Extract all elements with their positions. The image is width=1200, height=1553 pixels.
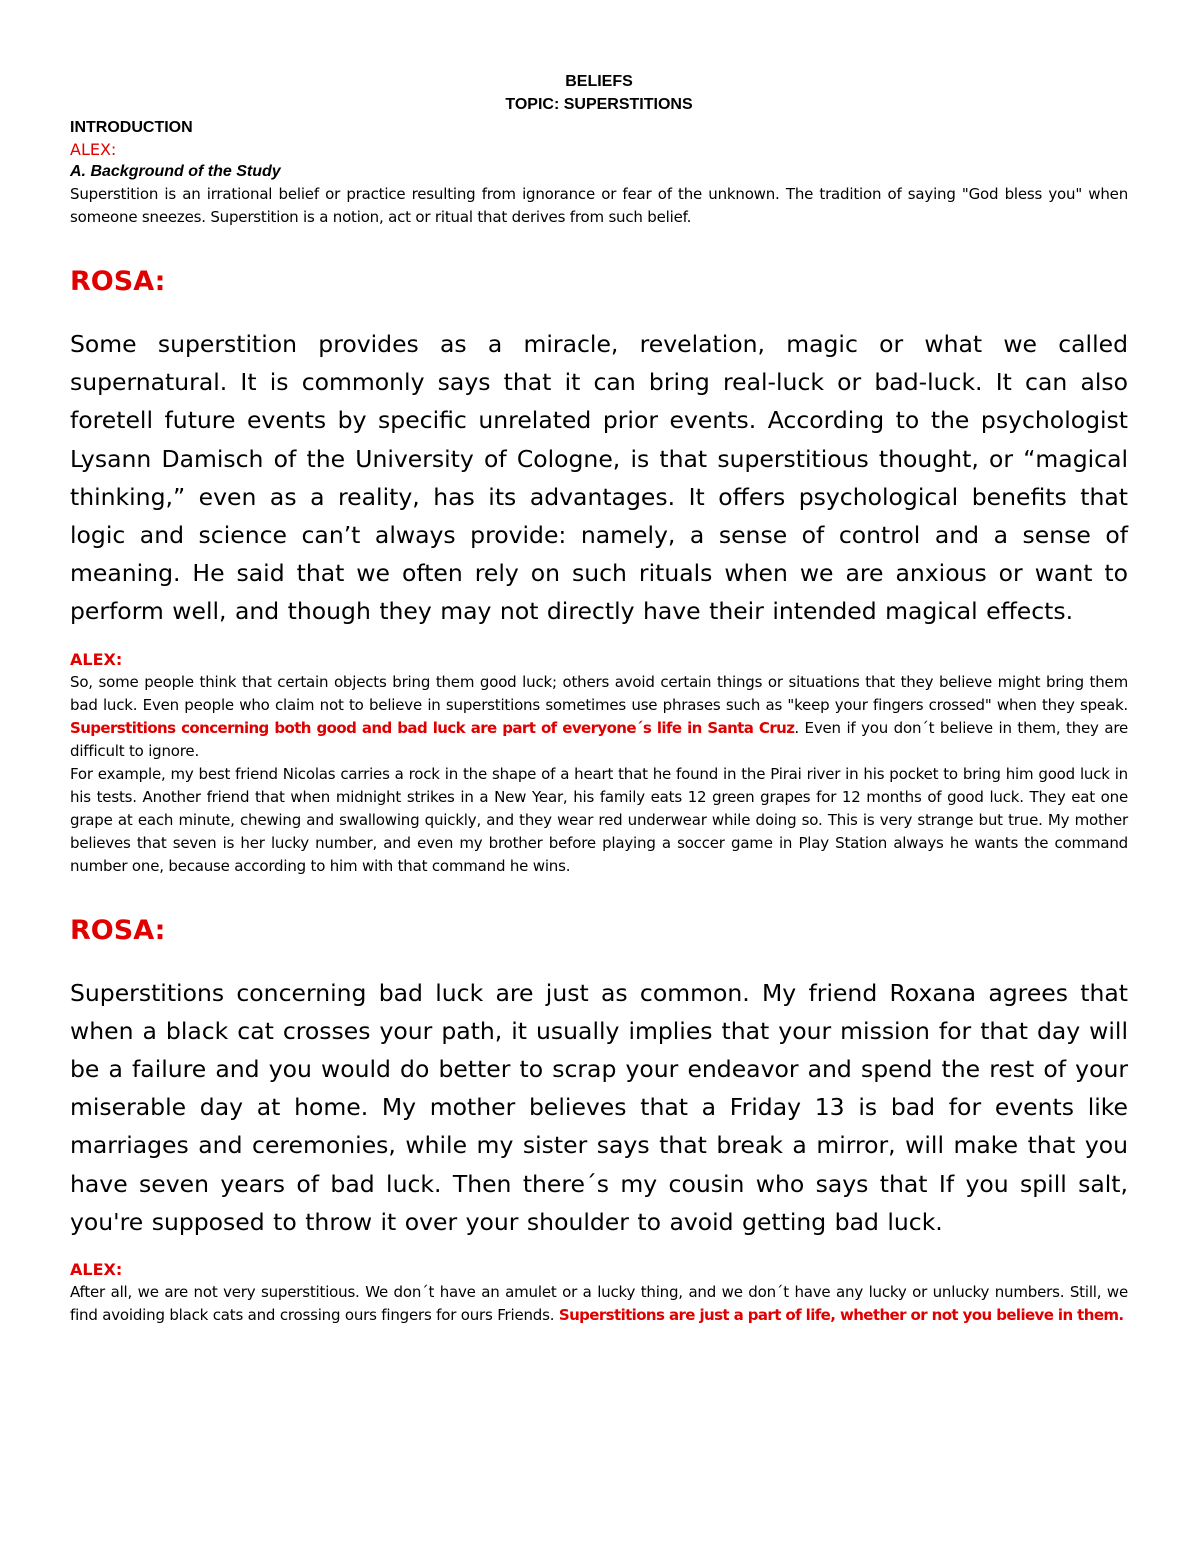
document-title: BELIEFS [565, 73, 633, 90]
speaker-label-alex: ALEX: [70, 140, 117, 159]
paragraph-text: So, some people think that certain objects bring them good luck; others avoid certain things or situations that they believe might bring them bad luck. Even people who claim not to believe in superstitions sometimes use phrases such as "keep your fingers crossed" when they speak. [70, 672, 1128, 714]
paragraph-text: After all, we are not very superstitious. We don´t have an amulet or a lucky thing, and we don´t have any lucky or unlucky numbers. Still, we find avoiding black cats and crossing ours fingers for ours Friends. [70, 1283, 1128, 1325]
rosa-paragraph-1: Some superstition provides as a miracle, revelation, magic or what we called supernatural. It is commonly says that it can bring real-luck or bad-luck. It can also foretell future events by specific unrelated prior events. According to the psychologist Lysann Damisch of the University of Cologne, is that superstitious thought, or “magical thinking,” even as a reality, has its advantages. It offers psychological benefits that logic and science can’t always provide: namely, a sense of control and a sense of meaning. He said that we often rely on such rituals when we are anxious or want to perform well, and though they may not directly have their intended magical effects. [70, 330, 1128, 626]
intro-paragraph: Superstition is an irrational belief or practice resulting from ignorance or fear of the unknown. The tradition of saying "God bless you" when someone sneezes. Superstition is a notion, act or ritual that derives from such belief. [70, 185, 1128, 226]
example-paragraph: For example, my best friend Nicolas carries a rock in the shape of a heart that he found in the Pirai river in his pocket to bring him good luck in his tests. Another friend that when midnight strikes in a New Year, his family eats 12 green grapes for 12 months of good luck. They eat one grape at each minute, chewing and swallowing quickly, and they wear red underwear while doing so. This is very strange but true. My mother believes that seven is her lucky number, and even my brother before playing a soccer game in Play Station always he wants the command number one, because according to him with that command he wins. [70, 764, 1128, 875]
speaker-label-rosa: ROSA: [70, 914, 166, 946]
rosa-paragraph-2: Superstitions concerning bad luck are just as common. My friend Roxana agrees that when a black cat crosses your path, it usually implies that your mission for that day will be a failure and you would do better to scrap your endeavor and spend the rest of your miserable day at home. My mother believes that a Friday 13 is bad for events like marriages and ceremonies, while my sister says that break a mirror, will make that you have seven years of bad luck. Then there´s my cousin who says that If you spill salt, you're supposed to throw it over your shoulder to avoid getting bad luck. [70, 978, 1128, 1236]
paragraph-text: . Even if you don´t believe in them, they are difficult to ignore. [70, 718, 1128, 760]
background-subheading: A. Background of the Study [70, 163, 281, 180]
speaker-label-alex: ALEX: [70, 1260, 123, 1280]
highlighted-text: Superstitions are just a part of life, whether or not you believe in them. [558, 1306, 1124, 1325]
alex-paragraph-3 [70, 1281, 1128, 1327]
speaker-label-alex: ALEX: [70, 649, 123, 669]
speaker-label-rosa: ROSA: [70, 266, 166, 297]
document-topic: TOPIC: SUPERSTITIONS [505, 96, 693, 113]
highlighted-text: Superstitions concerning both good and bad luck are part of everyone´s life in Santa Cruz [70, 718, 795, 737]
introduction-heading: INTRODUCTION [70, 119, 193, 136]
alex-paragraph-2 [70, 671, 1128, 763]
